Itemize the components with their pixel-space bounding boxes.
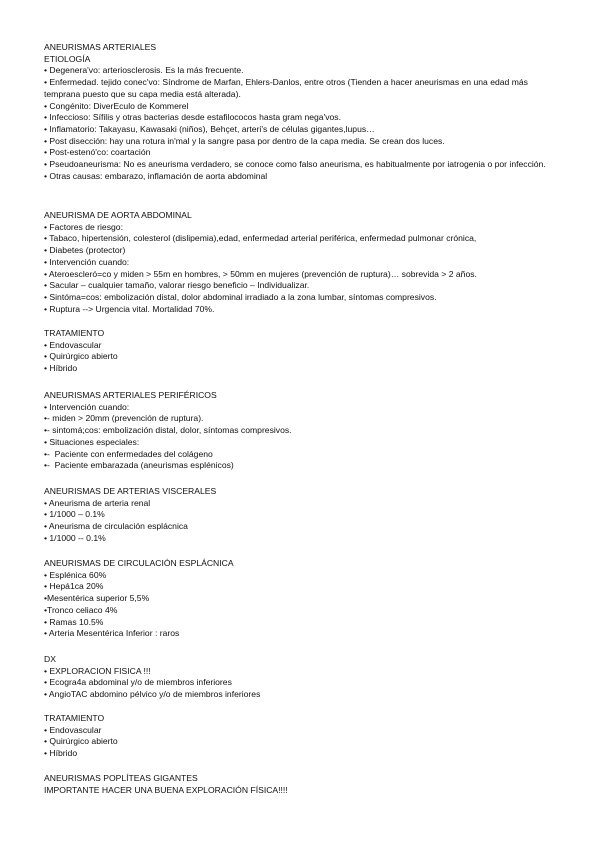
text-line: • Intervención cuando: [44, 256, 130, 267]
text-line: IMPORTANTE HACER UNA BUENA EXPLORACIÓN FÍSICA!!!! [44, 784, 288, 795]
section-tratamiento-2 [44, 713, 564, 760]
text-line: • Quirúrgico abierto [44, 736, 118, 747]
section-heading: ANEURISMAS ARTERIALES PERIFÉRICOS [44, 390, 217, 400]
text-line: • Intervención cuando: [44, 401, 130, 412]
text-line: • Hepá1ca 20% [44, 581, 104, 592]
section-dx [44, 654, 564, 701]
section-popliteas-gigantes [44, 773, 564, 796]
text-line: •- sintomá;cos: embolización distal, dolor, síntomas compresivos. [44, 425, 292, 436]
section-circulacion-esplacnica [44, 558, 564, 640]
section-heading: DX [44, 654, 56, 664]
text-line: • Situaciones especiales: [44, 436, 140, 447]
text-line: • Arteria Mesentérica Inferior : raros [44, 628, 180, 639]
text-line: • 1/1000 – 0.1% [44, 509, 105, 520]
text-line: • Híbrido [44, 748, 78, 759]
text-line: • Infeccioso: Sífilis y otras bacterias desde estafilococos hasta gram nega'vos. [44, 112, 341, 123]
section-heading: ANEURISMAS DE ARTERIAS VISCERALES [44, 486, 217, 496]
text-line: • Inflamatorio: Takayasu, Kawasaki (niños), Behçet, arteri's de células gigantes,lupus… [44, 123, 375, 134]
text-line: ETIOLOGÍA [44, 53, 91, 64]
text-line: • Ramas 10.5% [44, 616, 104, 627]
text-line: • Aneurisma de arteria renal [44, 497, 151, 508]
text-line: • 1/1000 -- 0.1% [44, 532, 106, 543]
section-heading: TRATAMIENTO [44, 328, 105, 338]
text-line: • EXPLORACION FISICA !!! [44, 665, 151, 676]
section-aneurismas-perifericos [44, 390, 564, 472]
text-line: • Tabaco, hipertensión, colesterol (dislipemia),edad, enfermedad arterial periférica, enfermedad pulmonar crónica, [44, 233, 477, 244]
section-aneurismas-viscerales [44, 486, 564, 545]
text-line: • Congénito: DiverEculo de Kommerel [44, 100, 189, 111]
text-line: • Post-estenó'co: coartación [44, 147, 151, 158]
text-line: • Sintóma=cos: embolización distal, dolor abdominal irradiado a la zona lumbar, síntomas compresivos. [44, 291, 437, 302]
section-heading: ANEURISMAS DE CIRCULACIÓN ESPLÁCNICA [44, 558, 234, 568]
text-line: • Quirúrgico abierto [44, 351, 118, 362]
text-line: • Post disección: hay una rotura in'mal y la sangre pasa por dentro de la capa media. Se crean dos luces. [44, 135, 445, 146]
section-aneurismas-arteriales [44, 42, 564, 182]
section-aneurisma-aorta-abdominal [44, 210, 564, 315]
text-line: • Enfermedad. tejido conec'vo: Síndrome de Marfan, Ehlers-Danlos, entre otros (Tienden a hacer aneurismas en una edad más temprana puesto que su capa media está alterada). [44, 77, 528, 99]
section-heading: ANEURISMAS ARTERIALES [44, 42, 157, 52]
text-line: • Pseudoaneurisma: No es aneurisma verdadero, se conoce como falso aneurisma, es habitualmente por iatrogenia o por infección. [44, 159, 546, 170]
text-line: • AngioTAC abdomino pélvico y/o de miembros inferiores [44, 689, 261, 700]
text-line: • Aneurisma de circulación esplácnica [44, 521, 188, 532]
text-line: •- Paciente embarazada (aneurismas esplénicos) [44, 460, 234, 471]
text-line: • Factores de riesgo: [44, 221, 123, 232]
text-line: • Endovascular [44, 724, 102, 735]
section-heading: ANEURISMA DE AORTA ABDOMINAL [44, 210, 192, 220]
text-line: • Ruptura --> Urgencia vital. Mortalidad 70%. [44, 303, 215, 314]
text-line: • Esplénica 60% [44, 569, 107, 580]
text-line: •- Paciente con enfermedades del colágeno [44, 448, 213, 459]
text-line: • Ateroescleró=co y miden > 55m en hombres, > 50mm en mujeres (prevención de ruptura)… sobrevida > 2 años. [44, 268, 477, 279]
text-line: • Otras causas: embarazo, inflamación de aorta abdominal [44, 170, 268, 181]
text-line: •Tronco celiaco 4% [44, 604, 118, 615]
text-line: • Endovascular [44, 339, 102, 350]
text-line: • Sacular – cualquier tamaño, valorar riesgo beneficio – Individualizar. [44, 280, 310, 291]
section-heading: TRATAMIENTO [44, 713, 105, 723]
text-line: •- miden > 20mm (prevención de ruptura). [44, 413, 204, 424]
text-line: • Diabetes (protector) [44, 245, 126, 256]
section-heading: ANEURISMAS POPLÍTEAS GIGANTES [44, 773, 198, 783]
text-line: • Híbrido [44, 363, 78, 374]
text-line: • Degenera'vo: arteriosclerosis. Es la más frecuente. [44, 65, 244, 76]
text-line: •Mesentérica superior 5,5% [44, 593, 150, 604]
section-tratamiento [44, 328, 564, 375]
text-line: • Ecogra4a abdominal y/o de miembros inferiores [44, 677, 232, 688]
